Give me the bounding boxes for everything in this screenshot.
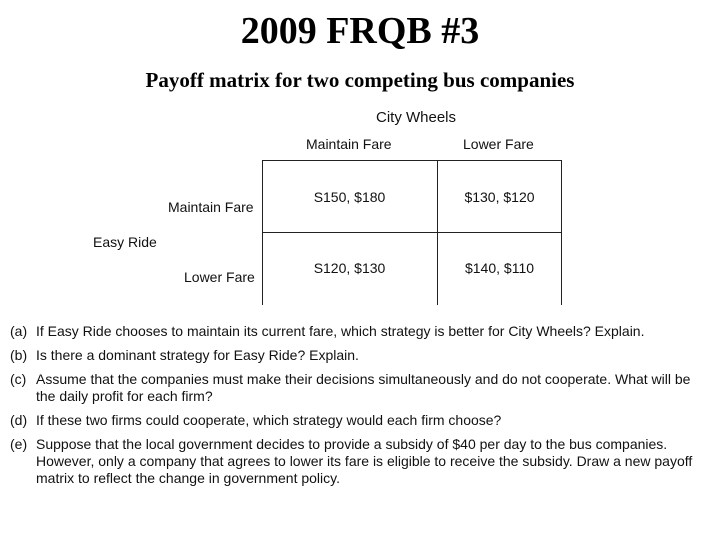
question-item: [10, 323, 700, 340]
question-label: (c): [10, 371, 27, 387]
grid-line: [262, 161, 263, 305]
question-item: [10, 347, 700, 364]
grid-line: [437, 161, 438, 305]
row-player-label: Easy Ride: [93, 234, 157, 250]
question-item: [10, 436, 700, 487]
question-text: If Easy Ride chooses to maintain its current fare, which strategy is better for City Wheels? Explain.: [36, 323, 645, 339]
payoff-cell: S150, $180: [313, 189, 386, 205]
question-label: (d): [10, 412, 28, 428]
column-player-label: City Wheels: [376, 109, 457, 126]
payoff-cell: S120, $130: [313, 260, 386, 276]
question-text: If these two firms could cooperate, which strategy would each firm choose?: [36, 412, 502, 428]
grid-line: [561, 161, 562, 305]
question-item: [10, 371, 700, 405]
question-text: Suppose that the local government decides to provide a subsidy of $40 per day to the bus companies. However, only a company that agrees to lower its fare is eligible to receive the subsidy. Draw a new payoff matrix to reflect the change in government policy.: [36, 436, 693, 486]
page-subtitle: Payoff matrix for two competing bus companies: [145, 68, 575, 92]
column-header-maintain-fare: Maintain Fare: [306, 136, 392, 152]
column-header-lower-fare: Lower Fare: [463, 136, 534, 152]
question-label: (b): [10, 347, 28, 363]
question-label: (e): [10, 436, 28, 452]
payoff-cell: $130, $120: [464, 189, 535, 205]
question-label: (a): [10, 323, 28, 339]
question-text: Assume that the companies must make their decisions simultaneously and do not cooperate. What will be the daily profit for each firm?: [36, 371, 691, 404]
question-text: Is there a dominant strategy for Easy Ride? Explain.: [36, 347, 359, 363]
row-header-maintain-fare: Maintain Fare: [168, 199, 254, 215]
payoff-cell: $140, $110: [464, 260, 535, 276]
question-item: [10, 412, 700, 429]
matrix-grid: [262, 160, 562, 305]
grid-line: [262, 232, 562, 233]
question-list: [10, 323, 700, 494]
page-title: 2009 FRQB #3: [240, 10, 480, 52]
row-header-lower-fare: Lower Fare: [184, 269, 255, 285]
